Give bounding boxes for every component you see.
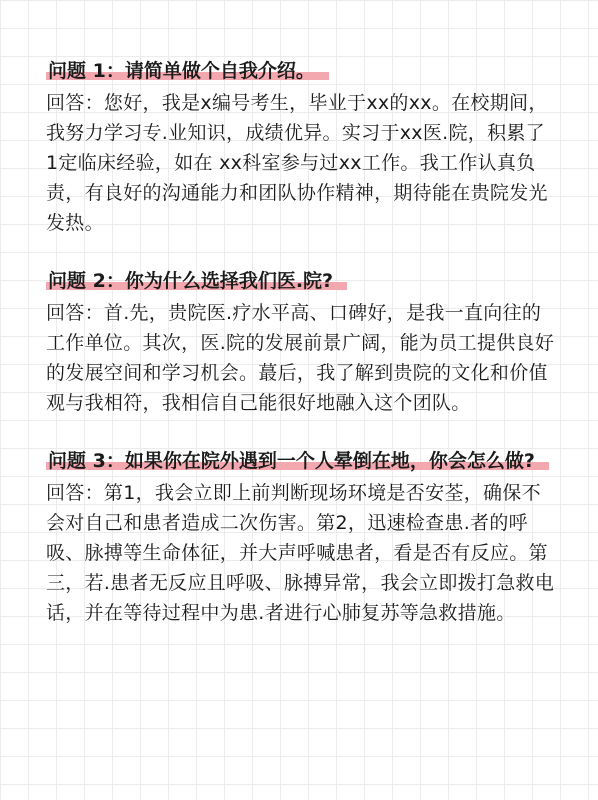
question-2-wrap bbox=[46, 266, 556, 297]
question-3-heading: 问题 3：如果你在院外遇到一个人晕倒在地，你会怎么做? bbox=[46, 450, 549, 472]
question-1-heading: 问题 1：请简单做个自我介绍。 bbox=[46, 60, 329, 82]
question-2-heading: 问题 2：你为什么选择我们医.院? bbox=[46, 270, 347, 292]
answer-1-text: 回答：您好，我是x编号考生，毕业于xx的xx。在校期间，我努力学习专.业知识，成绩优异。实习于xx医.院，积累了1定临床经验，如在 xx科室参与过xx工作。我工作认真负责，有良好的沟通能力和团队协作精神，期待能在贵院发光发热。 bbox=[46, 92, 548, 234]
qa-document bbox=[46, 56, 556, 656]
question-3-wrap bbox=[46, 446, 556, 477]
answer-3-text: 回答：第1，我会立即上前判断现场环境是否安荃，确保不会对自己和患者造成二次伤害。第2，迅速检查患.者的呼吸、脉搏等生命体征，并大声呼喊患者，看是否有反应。第三，若.患者无反应且呼吸、脉搏异常，我会立即拨打急救电话，并在等待过程中为患.者进行心肺复苏等急救措施。 bbox=[46, 482, 555, 624]
qa-block-1 bbox=[46, 56, 556, 238]
question-1-wrap bbox=[46, 56, 556, 87]
qa-block-3 bbox=[46, 446, 556, 628]
answer-2-text: 回答：首.先，贵院医.疗水平高、口碑好，是我一直向往的工作单位。其次，医.院的发展前景广阔，能为员工提供良好的发展空间和学习机会。蕞后，我了解到贵院的文化和价值观与我相符，我相信自己能很好地融入这个团队。 bbox=[46, 302, 555, 414]
qa-block-2 bbox=[46, 266, 556, 418]
